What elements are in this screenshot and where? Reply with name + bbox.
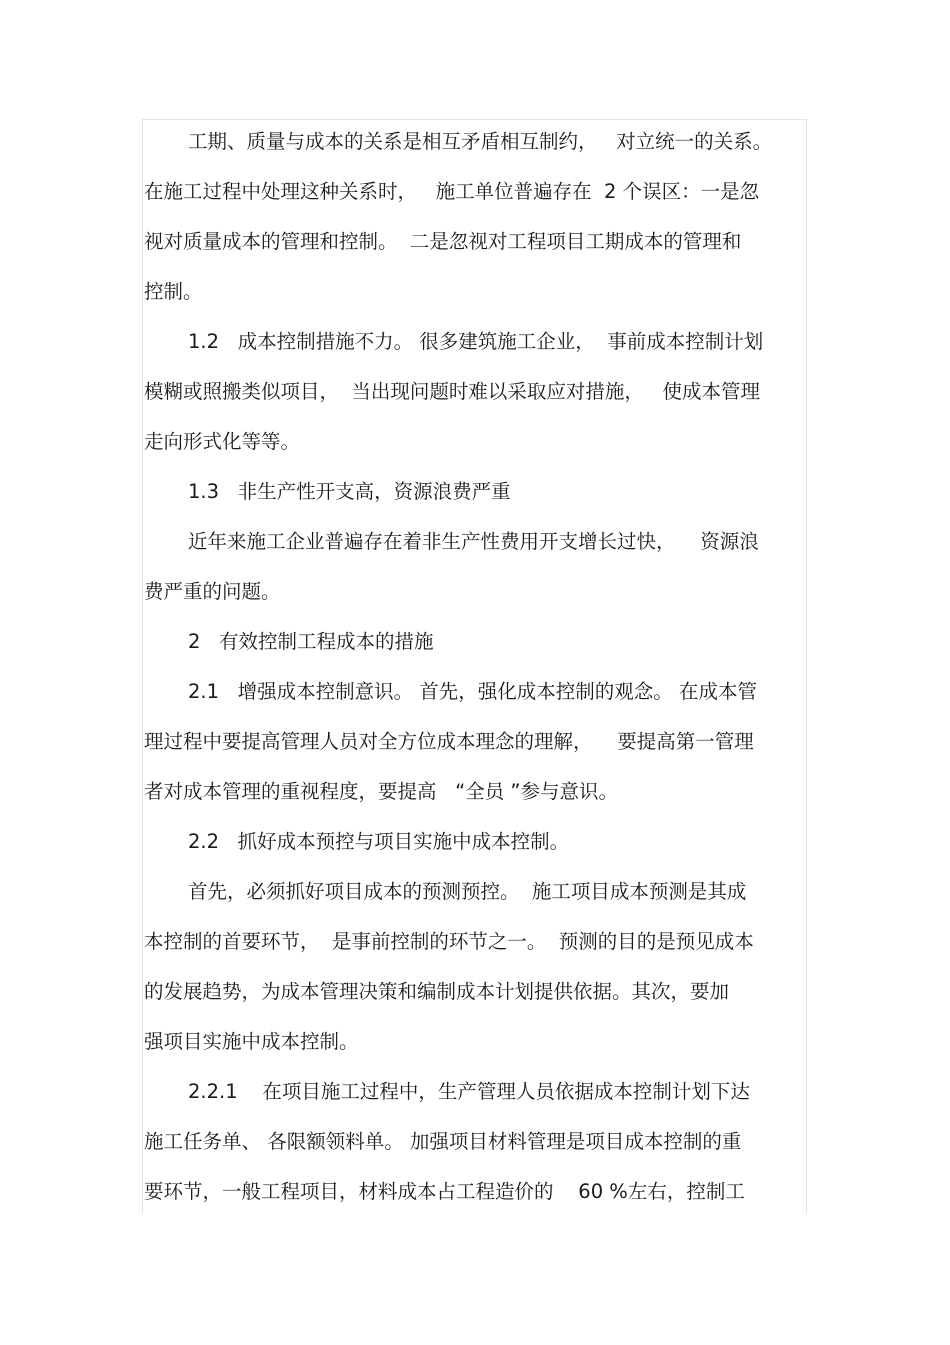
section-heading: 1.3 非生产性开支高，资源浪费严重	[188, 480, 511, 503]
text-line: 工期、质量与成本的关系是相互矛盾相互制约， 对立统一的关系。	[188, 130, 773, 153]
text-line: 模糊或照搬类似项目， 当出现问题时难以采取应对措施， 使成本管理	[144, 380, 760, 403]
text-line: 首先，必须抓好项目成本的预测预控。 施工项目成本预测是其成	[188, 880, 747, 903]
text-line: 施工任务单、 各限额领料单。 加强项目材料管理是项目成本控制的重	[144, 1130, 742, 1153]
text-line: 2.1 增强成本控制意识。 首先，强化成本控制的观念。 在成本管	[188, 680, 758, 703]
text-line: 2.2.1 在项目施工过程中，生产管理人员依据成本控制计划下达	[188, 1080, 750, 1103]
text-line: 走向形式化等等。	[144, 430, 301, 453]
text-line: 的发展趋势，为成本管理决策和编制成本计划提供依据。其次，要加	[144, 980, 730, 1003]
text-line: 近年来施工企业普遍存在着非生产性费用开支增长过快， 资源浪	[188, 530, 759, 553]
text-line: 视对质量成本的管理和控制。 二是忽视对工程项目工期成本的管理和	[144, 230, 742, 253]
text-line: 理过程中要提高管理人员对全方位成本理念的理解， 要提高第一管理	[144, 730, 754, 753]
text-line: 1.2 成本控制措施不力。 很多建筑施工企业， 事前成本控制计划	[188, 330, 764, 353]
text-line: 本控制的首要环节， 是事前控制的环节之一。 预测的目的是预见成本	[144, 930, 754, 953]
text-line: 者对成本管理的重视程度，要提高 “全员 ”参与意识。	[144, 780, 618, 803]
text-line: 要环节，一般工程项目，材料成本占工程造价的 60 %左右，控制工	[144, 1180, 745, 1203]
text-line: 在施工过程中处理这种关系时， 施工单位普遍存在 2 个误区：一是忽	[144, 180, 760, 203]
text-line: 费严重的问题。	[144, 580, 281, 603]
text-line: 强项目实施中成本控制。	[144, 1030, 359, 1053]
section-heading: 2 有效控制工程成本的措施	[188, 630, 434, 653]
text-line: 控制。	[144, 280, 203, 303]
section-heading: 2.2 抓好成本预控与项目实施中成本控制。	[188, 830, 570, 853]
